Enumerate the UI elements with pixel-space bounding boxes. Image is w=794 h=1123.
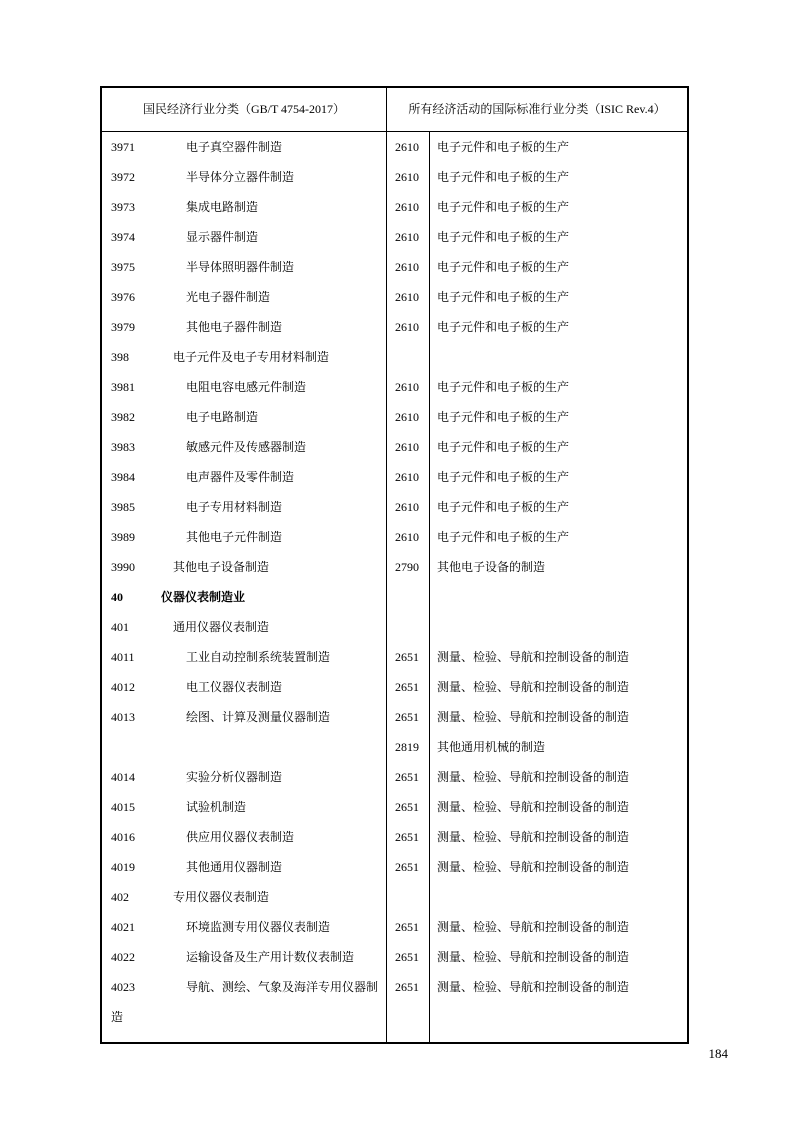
cn-industry-code: 4019 <box>111 860 135 874</box>
cn-industry-code: 40 <box>111 590 123 604</box>
table-row <box>102 882 687 912</box>
isic-code: 2610 <box>387 282 430 312</box>
cn-industry-cell <box>102 912 387 942</box>
cn-industry-cell <box>102 402 387 432</box>
cn-industry-cell <box>102 582 387 612</box>
cn-industry-code: 4013 <box>111 710 135 724</box>
cn-industry-name: 环境监测专用仪器仪表制造 <box>186 920 331 934</box>
table-row <box>102 732 687 762</box>
cn-industry-cell <box>102 252 387 282</box>
isic-code: 2651 <box>387 942 430 972</box>
isic-code: 2610 <box>387 132 430 162</box>
isic-name: 测量、检验、导航和控制设备的制造 <box>437 770 630 784</box>
cn-industry-cell <box>102 552 387 582</box>
cn-industry-name: 工业自动控制系统装置制造 <box>186 650 331 664</box>
cn-industry-name: 电子元件及电子专用材料制造 <box>173 350 330 364</box>
isic-code: 2651 <box>387 762 430 792</box>
cn-industry-code: 4023 <box>111 980 135 994</box>
isic-code: 2651 <box>387 642 430 672</box>
cn-industry-code: 3971 <box>111 140 135 154</box>
page-number: 184 <box>708 1046 728 1061</box>
isic-code: 2651 <box>387 822 430 852</box>
isic-code: 2651 <box>387 852 430 882</box>
cn-industry-name: 其他电子设备制造 <box>173 560 270 574</box>
isic-name: 测量、检验、导航和控制设备的制造 <box>437 680 630 694</box>
isic-name: 电子元件和电子板的生产 <box>437 410 570 424</box>
isic-name: 测量、检验、导航和控制设备的制造 <box>437 980 630 994</box>
isic-code: 2610 <box>387 222 430 252</box>
isic-name: 电子元件和电子板的生产 <box>437 320 570 334</box>
cn-industry-code: 4014 <box>111 770 135 784</box>
cn-industry-name: 电阻电容电感元件制造 <box>186 380 307 394</box>
cn-industry-name: 半导体照明器件制造 <box>186 260 295 274</box>
cn-industry-name: 其他通用仪器制造 <box>186 860 283 874</box>
isic-name: 电子元件和电子板的生产 <box>437 260 570 274</box>
isic-code: 2610 <box>387 252 430 282</box>
cn-industry-cell <box>102 762 387 792</box>
isic-name: 电子元件和电子板的生产 <box>437 470 570 484</box>
isic-code: 2610 <box>387 492 430 522</box>
cn-industry-code: 4015 <box>111 800 135 814</box>
header-isic-classification: 所有经济活动的国际标准行业分类（ISIC Rev.4） <box>408 102 666 116</box>
table-row <box>102 942 687 972</box>
table-body <box>102 132 687 1042</box>
table-row <box>102 342 687 372</box>
isic-code: 2651 <box>387 912 430 942</box>
isic-code: 2610 <box>387 192 430 222</box>
cn-industry-name: 供应用仪器仪表制造 <box>186 830 295 844</box>
cn-industry-name: 光电子器件制造 <box>186 290 271 304</box>
cn-industry-cell <box>102 432 387 462</box>
cn-industry-name: 电子专用材料制造 <box>186 500 283 514</box>
isic-name: 其他电子设备的制造 <box>437 560 546 574</box>
isic-code: 2651 <box>387 792 430 822</box>
cn-industry-name: 运输设备及生产用计数仪表制造 <box>186 950 355 964</box>
cn-industry-name: 其他电子元件制造 <box>186 530 283 544</box>
cn-industry-cell <box>102 372 387 402</box>
isic-code: 2651 <box>387 672 430 702</box>
cn-industry-name: 仪器仪表制造业 <box>161 590 246 604</box>
cn-industry-code: 3982 <box>111 410 135 424</box>
isic-code: 2610 <box>387 312 430 342</box>
isic-code <box>387 342 430 372</box>
table-row <box>102 222 687 252</box>
isic-name: 其他通用机械的制造 <box>437 740 546 754</box>
cn-industry-code: 3989 <box>111 530 135 544</box>
table-row <box>102 972 687 1042</box>
cn-industry-code: 3981 <box>111 380 135 394</box>
isic-name <box>430 612 687 642</box>
isic-name <box>430 582 687 612</box>
isic-code: 2651 <box>387 972 430 1042</box>
isic-name: 电子元件和电子板的生产 <box>437 170 570 184</box>
isic-name: 电子元件和电子板的生产 <box>437 380 570 394</box>
cn-industry-code: 398 <box>111 350 129 364</box>
isic-name: 电子元件和电子板的生产 <box>437 530 570 544</box>
cn-industry-name: 其他电子器件制造 <box>186 320 283 334</box>
cn-industry-cell <box>102 132 387 162</box>
isic-name: 电子元件和电子板的生产 <box>437 140 570 154</box>
isic-name: 电子元件和电子板的生产 <box>437 290 570 304</box>
table-row <box>102 672 687 702</box>
isic-name: 电子元件和电子板的生产 <box>437 440 570 454</box>
cn-industry-name: 电声器件及零件制造 <box>186 470 295 484</box>
cn-industry-code: 4012 <box>111 680 135 694</box>
header-cn-classification: 国民经济行业分类（GB/T 4754-2017） <box>102 88 387 131</box>
cn-industry-cell <box>102 222 387 252</box>
isic-code: 2610 <box>387 462 430 492</box>
isic-name: 测量、检验、导航和控制设备的制造 <box>437 710 630 724</box>
isic-code: 2610 <box>387 522 430 552</box>
table-header-row <box>102 88 687 132</box>
isic-code: 2610 <box>387 162 430 192</box>
cn-industry-code: 402 <box>111 890 129 904</box>
isic-code: 2610 <box>387 432 430 462</box>
isic-name <box>430 882 687 912</box>
cn-industry-cell <box>102 882 387 912</box>
isic-code: 2610 <box>387 372 430 402</box>
table-row <box>102 462 687 492</box>
cn-industry-name: 敏感元件及传感器制造 <box>186 440 307 454</box>
cn-industry-name: 实验分析仪器制造 <box>186 770 283 784</box>
cn-industry-code: 3976 <box>111 290 135 304</box>
table-row <box>102 552 687 582</box>
cn-industry-code: 401 <box>111 620 129 634</box>
isic-name: 电子元件和电子板的生产 <box>437 500 570 514</box>
cn-industry-name: 试验机制造 <box>186 800 247 814</box>
isic-name: 测量、检验、导航和控制设备的制造 <box>437 860 630 874</box>
table-row <box>102 642 687 672</box>
table-row <box>102 762 687 792</box>
table-row <box>102 492 687 522</box>
isic-code: 2610 <box>387 402 430 432</box>
cn-industry-cell <box>102 312 387 342</box>
cn-industry-cell <box>102 342 387 372</box>
isic-name: 电子元件和电子板的生产 <box>437 200 570 214</box>
cn-industry-name: 电子电路制造 <box>186 410 259 424</box>
cn-industry-name: 导航、测绘、气象及海洋专用仪器制造 <box>111 980 379 1024</box>
isic-name: 电子元件和电子板的生产 <box>437 230 570 244</box>
classification-correspondence-table <box>100 86 689 1044</box>
cn-industry-cell <box>102 672 387 702</box>
cn-industry-code: 3985 <box>111 500 135 514</box>
isic-code: 2819 <box>387 732 430 762</box>
cn-industry-cell <box>102 282 387 312</box>
cn-industry-cell <box>102 792 387 822</box>
table-row <box>102 432 687 462</box>
isic-code: 2651 <box>387 702 430 732</box>
cn-industry-name: 专用仪器仪表制造 <box>173 890 270 904</box>
isic-code: 2790 <box>387 552 430 582</box>
cn-industry-code: 3974 <box>111 230 135 244</box>
table-row <box>102 522 687 552</box>
cn-industry-code: 3990 <box>111 560 135 574</box>
cn-industry-code: 3984 <box>111 470 135 484</box>
table-row <box>102 312 687 342</box>
cn-industry-code: 3972 <box>111 170 135 184</box>
table-row <box>102 612 687 642</box>
cn-industry-name: 绘图、计算及测量仪器制造 <box>186 710 331 724</box>
isic-name <box>430 342 687 372</box>
isic-name: 测量、检验、导航和控制设备的制造 <box>437 950 630 964</box>
cn-industry-cell <box>102 732 387 762</box>
cn-industry-code: 3983 <box>111 440 135 454</box>
cn-industry-code: 4011 <box>111 650 135 664</box>
isic-code <box>387 612 430 642</box>
cn-industry-name: 电工仪器仪表制造 <box>186 680 283 694</box>
isic-name: 测量、检验、导航和控制设备的制造 <box>437 800 630 814</box>
table-row <box>102 372 687 402</box>
cn-industry-name: 电子真空器件制造 <box>186 140 283 154</box>
cn-industry-name: 显示器件制造 <box>186 230 259 244</box>
isic-name: 测量、检验、导航和控制设备的制造 <box>437 830 630 844</box>
isic-code <box>387 582 430 612</box>
isic-name: 测量、检验、导航和控制设备的制造 <box>437 920 630 934</box>
table-row <box>102 582 687 612</box>
cn-industry-cell <box>102 972 387 1042</box>
table-row <box>102 162 687 192</box>
isic-name: 测量、检验、导航和控制设备的制造 <box>437 650 630 664</box>
cn-industry-cell <box>102 702 387 732</box>
cn-industry-cell <box>102 162 387 192</box>
cn-industry-cell <box>102 942 387 972</box>
table-row <box>102 282 687 312</box>
table-row <box>102 702 687 732</box>
table-row <box>102 822 687 852</box>
cn-industry-name: 通用仪器仪表制造 <box>173 620 270 634</box>
table-row <box>102 132 687 162</box>
cn-industry-name: 集成电路制造 <box>186 200 259 214</box>
table-row <box>102 792 687 822</box>
cn-industry-cell <box>102 192 387 222</box>
cn-industry-code: 3975 <box>111 260 135 274</box>
cn-industry-code: 3973 <box>111 200 135 214</box>
table-row <box>102 192 687 222</box>
cn-industry-name: 半导体分立器件制造 <box>186 170 295 184</box>
table-row <box>102 402 687 432</box>
table-row <box>102 912 687 942</box>
cn-industry-code: 4016 <box>111 830 135 844</box>
cn-industry-code: 4021 <box>111 920 135 934</box>
cn-industry-cell <box>102 492 387 522</box>
cn-industry-code: 3979 <box>111 320 135 334</box>
table-row <box>102 852 687 882</box>
cn-industry-cell <box>102 522 387 552</box>
cn-industry-code: 4022 <box>111 950 135 964</box>
cn-industry-cell <box>102 462 387 492</box>
cn-industry-cell <box>102 852 387 882</box>
cn-industry-cell <box>102 642 387 672</box>
table-row <box>102 252 687 282</box>
cn-industry-cell <box>102 822 387 852</box>
isic-code <box>387 882 430 912</box>
cn-industry-cell <box>102 612 387 642</box>
